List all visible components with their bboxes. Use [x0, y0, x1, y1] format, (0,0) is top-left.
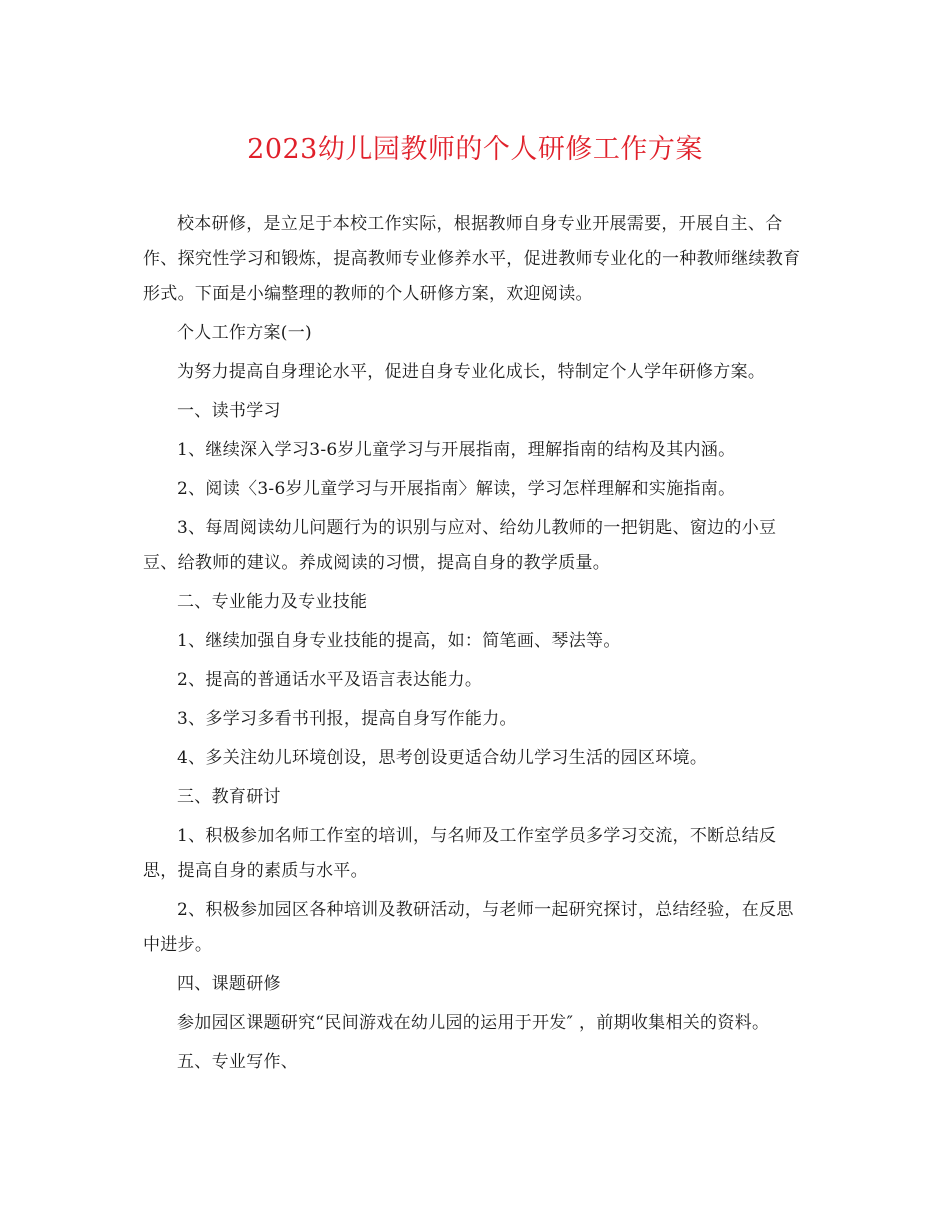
list-item: 1、继续深入学习3-6岁儿童学习与开展指南，理解指南的结构及其内涵。: [177, 440, 736, 460]
section-heading-skills: 二、专业能力及专业技能: [177, 592, 368, 612]
paragraph-intro: 校本研修，是立足于本校工作实际，根据教师自身专业开展需要，开展自主、合作、探究性学习和锻炼，提高教师专业修养水平，促进教师专业化的一种教师继续教育形式。下面是小编整理的教师的个人研修方案，欢迎阅读。: [143, 214, 801, 304]
section-heading-reading: 一、读书学习: [177, 401, 281, 421]
list-item: 1、继续加强自身专业技能的提高，如：简笔画、琴法等。: [177, 631, 621, 651]
list-item: 1、积极参加名师工作室的培训，与名师及工作室学员多学习交流，不断总结反思，提高自身的素质与水平。: [143, 826, 777, 881]
list-item: 4、多关注幼儿环境创设，思考创设更适合幼儿学习生活的园区环境。: [177, 748, 708, 768]
list-item: 2、提高的普通话水平及语言表达能力。: [177, 670, 483, 690]
section-heading-topic: 四、课题研修: [177, 974, 281, 994]
list-item: 2、积极参加园区各种培训及教研活动，与老师一起研究探讨，总结经验，在反思中进步。: [143, 900, 794, 955]
list-item: 2、阅读〈3-6岁儿童学习与开展指南〉解读，学习怎样理解和实施指南。: [177, 479, 736, 499]
paragraph-plan-heading: 个人工作方案(一): [177, 323, 312, 343]
list-item: 3、多学习多看书刊报，提高自身写作能力。: [177, 709, 517, 729]
section-heading-research: 三、教育研讨: [177, 787, 281, 807]
section-heading-writing: 五、专业写作、: [177, 1052, 299, 1072]
document-title: 2023幼儿园教师的个人研修工作方案: [247, 134, 703, 165]
paragraph-plan-purpose: 为努力提高自身理论水平，促进自身专业化成长，特制定个人学年研修方案。: [177, 362, 766, 382]
document-body: [143, 207, 807, 1080]
list-item: 3、每周阅读幼儿问题行为的识别与应对、给幼儿教师的一把钥匙、窗边的小豆豆、给教师的建议。养成阅读的习惯，提高自身的教学质量。: [143, 518, 777, 573]
paragraph-topic: 参加园区课题研究“民间游戏在幼儿园的运用于开发″ ，前期收集相关的资料。: [177, 1013, 770, 1033]
